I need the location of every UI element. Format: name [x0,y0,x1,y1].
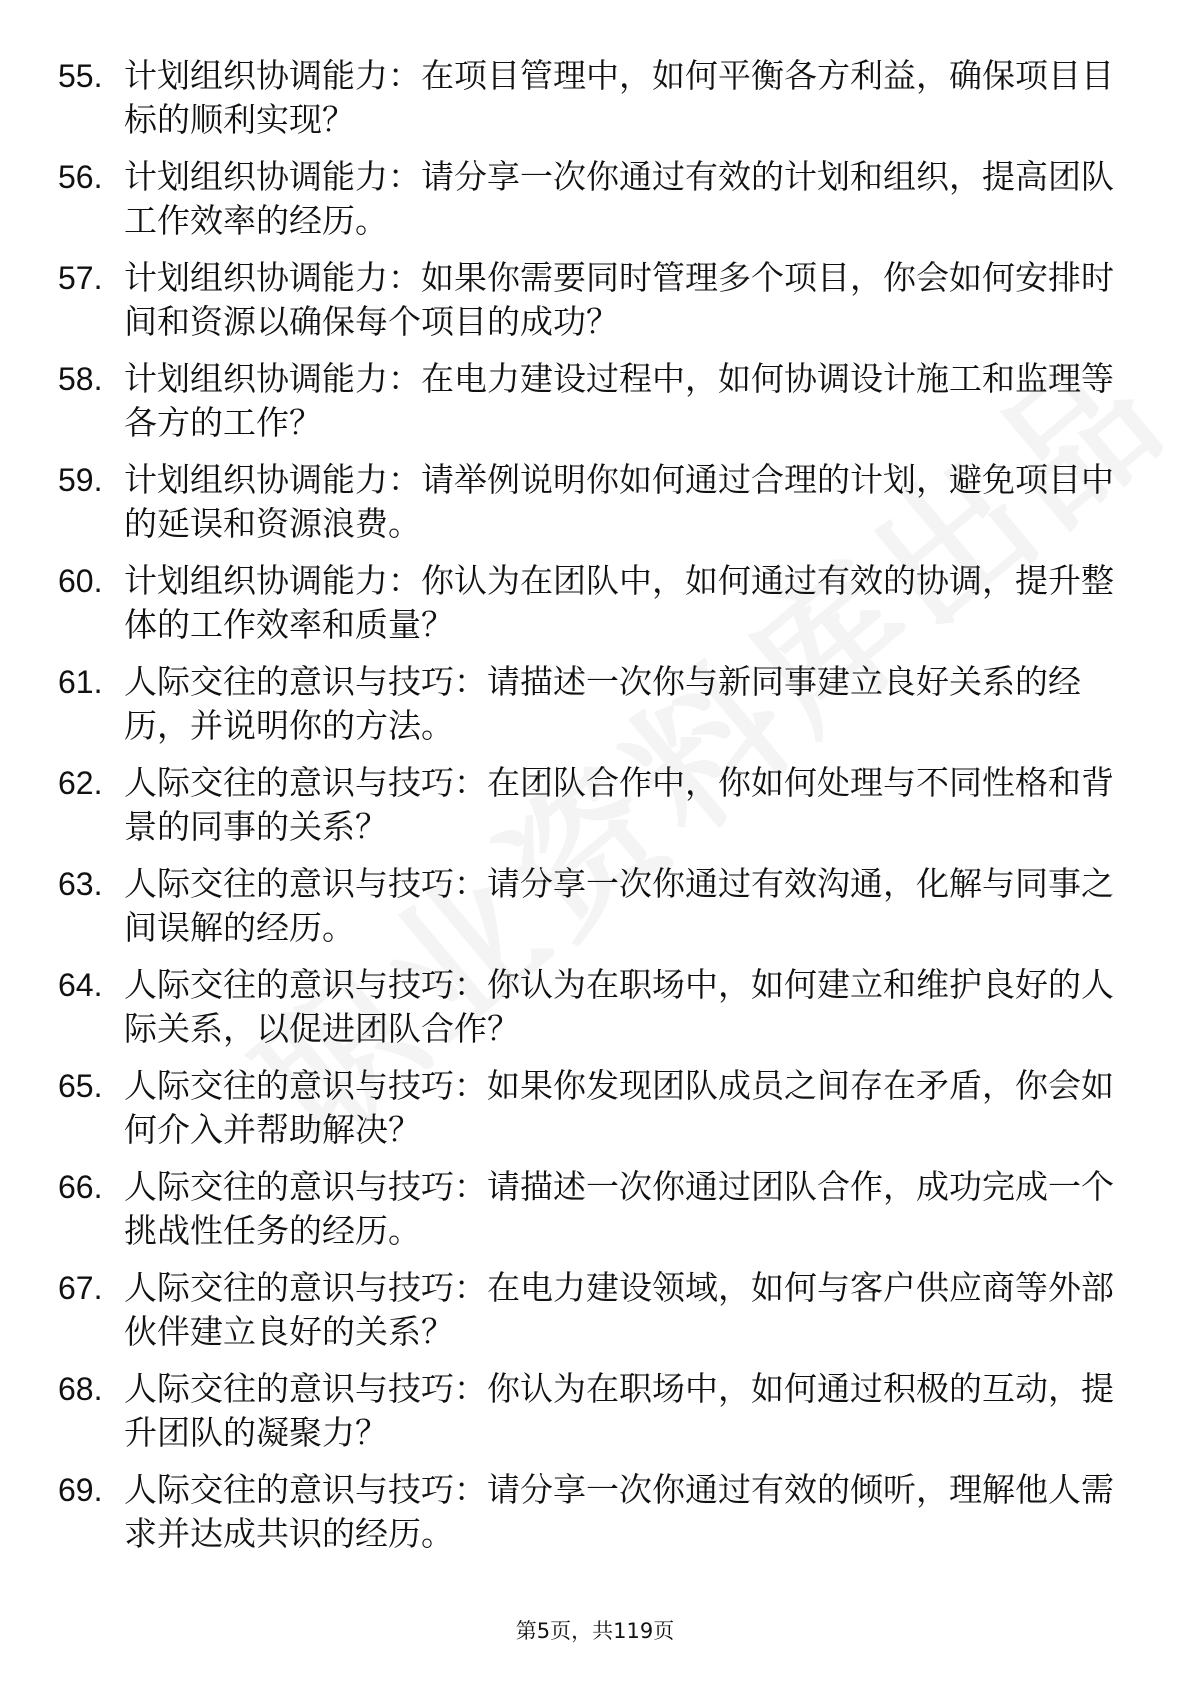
item-number: 57. [58,260,103,296]
item-number: 60. [58,563,103,599]
list-item [58,54,1118,142]
list-item [58,660,1118,748]
item-text: 计划组织协调能力：在电力建设过程中，如何协调设计施工和监理等各方的工作？ [124,359,1114,442]
list-item [58,155,1118,243]
list-item [58,761,1118,849]
list-item [58,1064,1118,1152]
item-text: 人际交往的意识与技巧：在团队合作中，你如何处理与不同性格和背景的同事的关系？ [124,763,1114,846]
item-number: 63. [58,866,103,902]
item-number: 66. [58,1169,103,1205]
question-list [58,54,1118,1569]
list-item [58,559,1118,647]
item-text: 人际交往的意识与技巧：请描述一次你与新同事建立良好关系的经历，并说明你的方法。 [124,662,1081,745]
item-number: 68. [58,1371,103,1407]
item-text: 计划组织协调能力：在项目管理中，如何平衡各方利益，确保项目目标的顺利实现？ [124,56,1114,139]
list-item [58,862,1118,950]
list-item [58,458,1118,546]
item-text: 计划组织协调能力：如果你需要同时管理多个项目，你会如何安排时间和资源以确保每个项目的成功？ [124,258,1114,341]
item-number: 65. [58,1068,103,1104]
item-text: 人际交往的意识与技巧：如果你发现团队成员之间存在矛盾，你会如何介入并帮助解决？ [124,1066,1114,1149]
item-number: 55. [58,58,103,94]
item-text: 人际交往的意识与技巧：请描述一次你通过团队合作，成功完成一个挑战性任务的经历。 [124,1167,1114,1250]
item-number: 59. [58,462,103,498]
item-number: 61. [58,664,103,700]
list-item [58,256,1118,344]
item-text: 人际交往的意识与技巧：请分享一次你通过有效的倾听，理解他人需求并达成共识的经历。 [124,1470,1114,1553]
item-text: 人际交往的意识与技巧：请分享一次你通过有效沟通，化解与同事之间误解的经历。 [124,864,1114,947]
item-text: 人际交往的意识与技巧：你认为在职场中，如何建立和维护良好的人际关系，以促进团队合作？ [124,965,1114,1048]
item-number: 62. [58,765,103,801]
item-number: 69. [58,1472,103,1508]
list-item [58,1165,1118,1253]
item-number: 64. [58,967,103,1003]
item-number: 67. [58,1270,103,1306]
item-text: 人际交往的意识与技巧：你认为在职场中，如何通过积极的互动，提升团队的凝聚力？ [124,1369,1114,1452]
item-number: 58. [58,361,103,397]
item-text: 计划组织协调能力：你认为在团队中，如何通过有效的协调，提升整体的工作效率和质量？ [124,561,1114,644]
list-item [58,1266,1118,1354]
item-text: 计划组织协调能力：请举例说明你如何通过合理的计划，避免项目中的延误和资源浪费。 [124,460,1114,543]
page-footer: 第5页，共119页 [515,1619,675,1643]
list-item [58,1468,1118,1556]
list-item [58,357,1118,445]
item-text: 计划组织协调能力：请分享一次你通过有效的计划和组织，提高团队工作效率的经历。 [124,157,1114,240]
list-item [58,963,1118,1051]
item-text: 人际交往的意识与技巧：在电力建设领域，如何与客户供应商等外部伙伴建立良好的关系？ [124,1268,1114,1351]
item-number: 56. [58,159,103,195]
list-item [58,1367,1118,1455]
